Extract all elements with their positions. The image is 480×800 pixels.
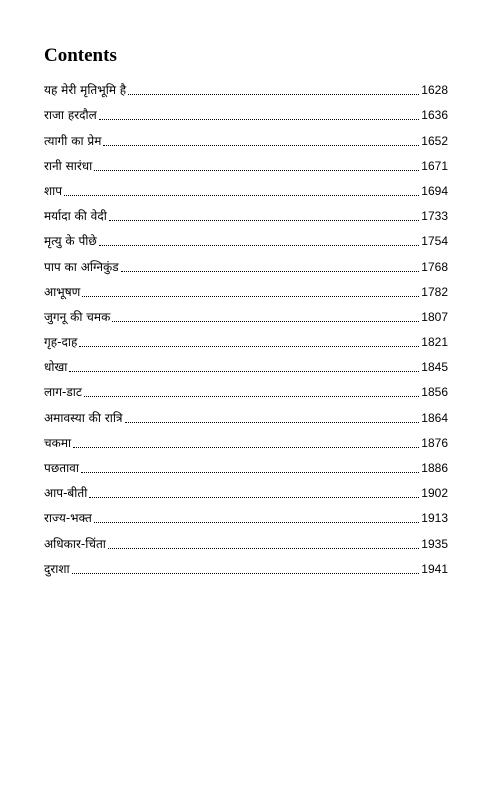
toc-entry-page: 1941 xyxy=(421,561,448,576)
toc-entry[interactable] xyxy=(44,351,448,376)
toc-entry-title: राज्य-भक्त xyxy=(44,511,92,526)
toc-entry[interactable] xyxy=(44,200,448,225)
toc-entry[interactable] xyxy=(44,150,448,175)
dot-leader xyxy=(99,119,420,120)
toc-entry-page: 1768 xyxy=(421,259,448,274)
toc-entry-title: धोखा xyxy=(44,360,68,375)
dot-leader xyxy=(108,548,419,549)
dot-leader xyxy=(69,371,419,372)
toc-entry-title: पाप का अग्निकुंड xyxy=(44,259,119,274)
toc-entry-page: 1856 xyxy=(421,385,448,400)
toc-entry-title: जुगनू की चमक xyxy=(44,309,111,324)
dot-leader xyxy=(82,296,419,297)
toc-entry[interactable] xyxy=(44,502,448,527)
toc-entry-title: अमावस्या की रात्रि xyxy=(44,410,123,425)
toc-entry-title: मृत्यु के पीछे xyxy=(44,234,97,249)
toc-entry-page: 1754 xyxy=(421,234,448,249)
toc-entry-page: 1628 xyxy=(421,83,448,98)
table-of-contents xyxy=(44,74,448,578)
toc-entry[interactable] xyxy=(44,301,448,326)
toc-entry-page: 1807 xyxy=(421,309,448,324)
dot-leader xyxy=(94,170,419,171)
toc-entry[interactable] xyxy=(44,477,448,502)
toc-entry-title: शाप xyxy=(44,183,63,198)
toc-entry[interactable] xyxy=(44,99,448,124)
toc-entry[interactable] xyxy=(44,427,448,452)
toc-entry[interactable] xyxy=(44,276,448,301)
toc-entry-title: पछतावा xyxy=(44,461,79,475)
toc-entry-title: मर्यादा की वेदी xyxy=(44,209,107,224)
dot-leader xyxy=(128,94,419,95)
dot-leader xyxy=(89,497,419,498)
toc-entry[interactable] xyxy=(44,553,448,578)
dot-leader xyxy=(84,396,419,397)
dot-leader xyxy=(109,220,419,221)
toc-entry-page: 1902 xyxy=(421,486,448,501)
toc-entry-title: त्यागी का प्रेम xyxy=(44,133,102,148)
toc-entry-title: चकमा xyxy=(44,435,72,450)
toc-entry-page: 1636 xyxy=(421,108,448,123)
toc-entry-page: 1935 xyxy=(421,536,448,551)
dot-leader xyxy=(73,447,419,448)
toc-entry-title: दुराशा xyxy=(44,561,70,576)
dot-leader xyxy=(112,321,419,322)
toc-entry-page: 1782 xyxy=(421,284,448,299)
toc-entry[interactable] xyxy=(44,124,448,149)
toc-entry-title: आप-बीती xyxy=(44,486,88,501)
toc-entry-page: 1733 xyxy=(421,209,448,224)
toc-entry[interactable] xyxy=(44,175,448,200)
toc-entry-page: 1845 xyxy=(421,360,448,375)
toc-entry[interactable] xyxy=(44,326,448,351)
contents-heading: Contents xyxy=(44,45,117,66)
dot-leader xyxy=(81,472,419,473)
toc-entry[interactable] xyxy=(44,401,448,426)
toc-entry-page: 1864 xyxy=(421,410,448,425)
toc-entry-title: रानी सारंधा xyxy=(44,158,93,173)
dot-leader xyxy=(103,145,419,146)
dot-leader xyxy=(72,573,420,574)
toc-entry-title: आभूषण xyxy=(44,284,81,299)
dot-leader xyxy=(121,271,420,272)
dot-leader xyxy=(99,245,419,246)
toc-entry-title: यह मेरी मृतिभूमि है xyxy=(44,83,127,98)
toc-entry-title: गृह-दाह xyxy=(44,335,78,350)
toc-entry-title: अधिकार-चिंता xyxy=(44,536,106,551)
toc-entry[interactable] xyxy=(44,225,448,250)
toc-entry-title: राजा हरदौल xyxy=(44,108,97,123)
toc-entry[interactable] xyxy=(44,527,448,552)
toc-entry-title: लाग-डाट xyxy=(44,385,82,400)
toc-entry[interactable] xyxy=(44,452,448,477)
toc-entry-page: 1671 xyxy=(421,158,448,173)
toc-entry-page: 1652 xyxy=(421,133,448,148)
toc-entry[interactable] xyxy=(44,250,448,275)
toc-entry-page: 1694 xyxy=(421,183,448,198)
dot-leader xyxy=(64,195,419,196)
toc-entry[interactable] xyxy=(44,376,448,401)
dot-leader xyxy=(125,422,420,423)
toc-entry[interactable] xyxy=(44,74,448,99)
toc-entry-page: 1913 xyxy=(421,511,448,526)
dot-leader xyxy=(94,522,419,523)
toc-entry-page: 1821 xyxy=(421,335,448,350)
dot-leader xyxy=(79,346,419,347)
toc-entry-page: 1876 xyxy=(421,435,448,450)
toc-entry-page: 1886 xyxy=(421,461,448,475)
